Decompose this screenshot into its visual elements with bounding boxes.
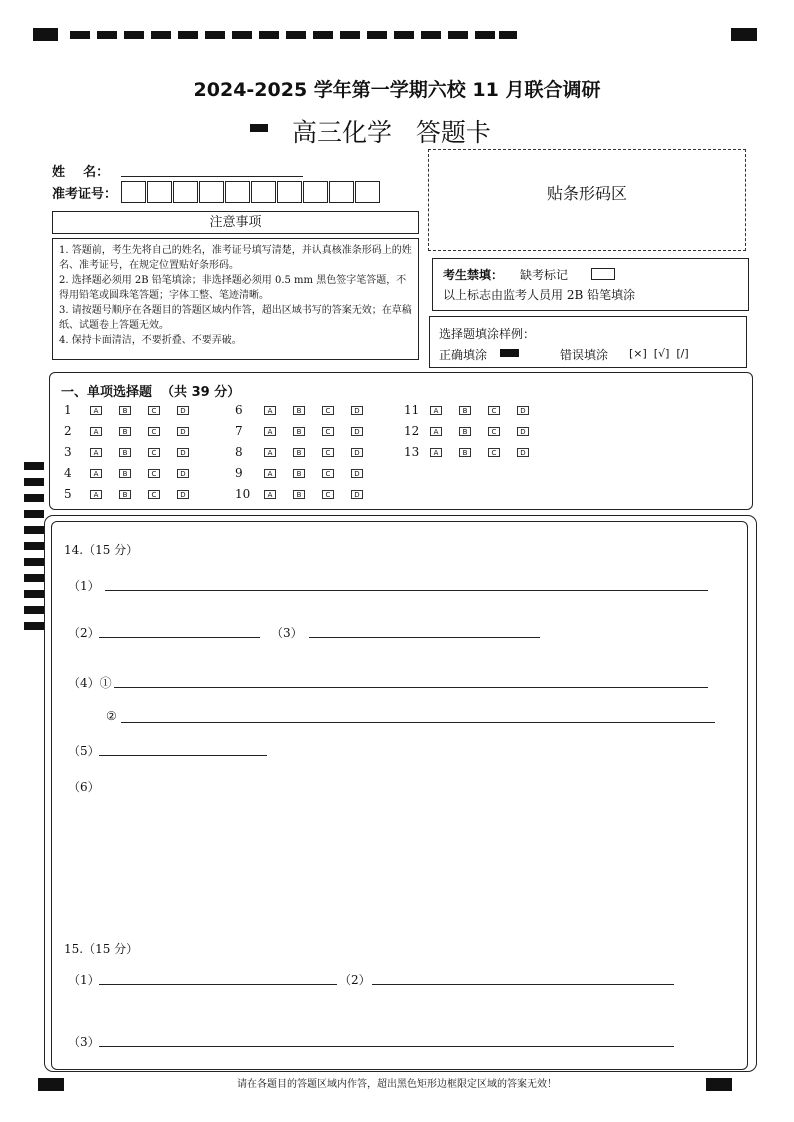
mcq-option-c-bubble[interactable]: C [148, 406, 160, 415]
barcode-area [428, 149, 746, 251]
mcq-option-a-bubble[interactable]: A [90, 448, 102, 457]
q14-part4a-line[interactable] [114, 687, 708, 688]
mcq-question-number: 12 [404, 424, 420, 438]
notice-item: 2. 选择题必须用 2B 铅笔填涂；非选择题必须用 0.5 mm 黑色签字笔答题，不得用铅笔或圆珠笔答题；字体工整、笔迹清晰。 [59, 275, 407, 301]
q15-part2-line[interactable] [372, 984, 674, 985]
mcq-option-d-bubble[interactable]: D [177, 406, 189, 415]
mcq-option-d-bubble[interactable]: D [351, 490, 363, 499]
mcq-option-b-bubble[interactable]: B [293, 406, 305, 415]
mcq-option-c-bubble[interactable]: C [148, 469, 160, 478]
mcq-option-b-bubble[interactable]: B [119, 469, 131, 478]
barcode-area-label: 贴条形码区 [546, 184, 627, 203]
title-mark [250, 124, 268, 132]
mcq-question-number: 10 [235, 487, 251, 501]
mcq-option-d-bubble[interactable]: D [351, 427, 363, 436]
mcq-option-d-bubble[interactable]: D [177, 490, 189, 499]
q14-part6-answer-space[interactable] [68, 800, 708, 920]
mcq-option-c-bubble[interactable]: C [322, 490, 334, 499]
mcq-question-number: 11 [404, 403, 420, 417]
q14-part4b-label: ② [106, 709, 117, 723]
mcq-question-number: 13 [404, 445, 420, 459]
mcq-option-b-bubble[interactable]: B [119, 490, 131, 499]
q14-part3-line[interactable] [309, 637, 540, 638]
mcq-option-d-bubble[interactable]: D [351, 469, 363, 478]
q14-part1-label: （1） [68, 579, 100, 593]
mcq-option-a-bubble[interactable]: A [264, 490, 276, 499]
mcq-option-b-bubble[interactable]: B [459, 406, 471, 415]
mcq-option-a-bubble[interactable]: A [90, 406, 102, 415]
mcq-option-b-bubble[interactable]: B [119, 406, 131, 415]
notice-title: 注意事项 [209, 215, 262, 230]
mcq-option-d-bubble[interactable]: D [517, 448, 529, 457]
answer-area-inner [51, 521, 748, 1070]
mcq-option-b-bubble[interactable]: B [293, 427, 305, 436]
mcq-option-b-bubble[interactable]: B [293, 490, 305, 499]
mcq-option-c-bubble[interactable]: C [148, 427, 160, 436]
footer-warning: 请在各题目的答题区域内作答，超出黑色矩形边框限定区域的答案无效！ [237, 1079, 557, 1090]
q14-part2-line[interactable] [99, 637, 260, 638]
mcq-option-a-bubble[interactable]: A [90, 469, 102, 478]
absent-label: 考生禁填： [443, 268, 504, 282]
mcq-title: 一、单项选择题 （共 39 分） [61, 385, 241, 400]
q14-part4-label: （4）① [68, 676, 112, 690]
name-field[interactable] [121, 176, 303, 177]
absent-note: 以上标志由监考人员用 2B 铅笔填涂 [443, 288, 636, 302]
q15-part1-label: （1） [68, 973, 100, 987]
mcq-option-c-bubble[interactable]: C [322, 406, 334, 415]
q15-part2-label: （2） [339, 973, 371, 987]
mcq-option-a-bubble[interactable]: A [264, 448, 276, 457]
mcq-option-c-bubble[interactable]: C [148, 490, 160, 499]
mcq-option-d-bubble[interactable]: D [517, 406, 529, 415]
sample-wrong-marks: [×] [√] [/] [629, 347, 689, 360]
mcq-option-a-bubble[interactable]: A [430, 427, 442, 436]
mcq-option-a-bubble[interactable]: A [90, 427, 102, 436]
mcq-option-d-bubble[interactable]: D [177, 448, 189, 457]
notice-item: 1. 答题前，考生先将自己的姓名，准考证号填写清楚，并认真核准条形码上的姓名、准考证号，在规定位置贴好条形码。 [59, 245, 412, 271]
mcq-question-number: 2 [64, 424, 72, 438]
mcq-question-number: 5 [64, 487, 72, 501]
mcq-option-d-bubble[interactable]: D [517, 427, 529, 436]
q15-title: 15.（15 分） [64, 942, 139, 956]
mcq-option-a-bubble[interactable]: A [430, 406, 442, 415]
mcq-question-number: 8 [235, 445, 243, 459]
ticket-label: 准考证号： [52, 187, 118, 202]
mcq-option-b-bubble[interactable]: B [459, 427, 471, 436]
mcq-option-b-bubble[interactable]: B [293, 469, 305, 478]
q14-title: 14.（15 分） [64, 543, 139, 557]
q14-part2-label: （2） [68, 626, 100, 640]
sample-correct-label: 正确填涂 [439, 348, 488, 362]
q14-part3-label: （3） [271, 626, 303, 640]
sample-title: 选择题填涂样例： [439, 327, 536, 341]
sample-box [429, 316, 747, 368]
notice-item: 4. 保持卡面清洁，不要折叠、不要弄破。 [59, 335, 242, 346]
mcq-question-number: 3 [64, 445, 72, 459]
mcq-option-d-bubble[interactable]: D [351, 406, 363, 415]
mcq-option-c-bubble[interactable]: C [322, 469, 334, 478]
mcq-option-b-bubble[interactable]: B [459, 448, 471, 457]
name-label: 姓 名： [52, 165, 110, 180]
mcq-option-c-bubble[interactable]: C [488, 427, 500, 436]
mcq-question-number: 9 [235, 466, 243, 480]
mcq-question-number: 4 [64, 466, 72, 480]
mcq-option-a-bubble[interactable]: A [430, 448, 442, 457]
notice-box [52, 238, 419, 360]
mcq-question-number: 1 [64, 403, 72, 417]
q14-part6-label: （6） [68, 780, 100, 794]
sample-wrong-label: 错误填涂 [560, 348, 609, 362]
mcq-option-a-bubble[interactable]: A [264, 469, 276, 478]
mcq-option-d-bubble[interactable]: D [177, 469, 189, 478]
exam-title: 2024-2025 学年第一学期六校 11 月联合调研 [193, 79, 601, 101]
mcq-option-b-bubble[interactable]: B [119, 427, 131, 436]
absent-box [432, 258, 749, 311]
q15-part1-line[interactable] [99, 984, 337, 985]
absent-mark-label: 缺考标记 [520, 268, 569, 282]
absent-mark-box[interactable] [591, 268, 615, 280]
mcq-option-c-bubble[interactable]: C [488, 448, 500, 457]
mcq-option-b-bubble[interactable]: B [119, 448, 131, 457]
mcq-option-c-bubble[interactable]: C [488, 406, 500, 415]
sample-filled-mark [500, 349, 519, 357]
mcq-question-number: 6 [235, 403, 243, 417]
mcq-option-c-bubble[interactable]: C [322, 427, 334, 436]
q14-part1-line[interactable] [105, 590, 708, 591]
mcq-option-c-bubble[interactable]: C [322, 448, 334, 457]
q14-part5-line[interactable] [99, 755, 267, 756]
q15-part3-line[interactable] [99, 1046, 674, 1047]
mcq-option-d-bubble[interactable]: D [177, 427, 189, 436]
q15-part3-label: （3） [68, 1035, 100, 1049]
notice-title-box [52, 211, 419, 234]
mcq-option-a-bubble[interactable]: A [264, 427, 276, 436]
mcq-question-number: 7 [235, 424, 243, 438]
notice-item: 3. 请按题号顺序在各题目的答题区域内作答，超出区域书写的答案无效；在草稿纸、试题卷上答题无效。 [59, 305, 412, 331]
mcq-option-c-bubble[interactable]: C [148, 448, 160, 457]
q14-part4b-line[interactable] [121, 722, 715, 723]
q14-part5-label: （5） [68, 744, 100, 758]
card-subtitle: 高三化学 答题卡 [292, 118, 491, 147]
mcq-option-a-bubble[interactable]: A [90, 490, 102, 499]
mcq-option-a-bubble[interactable]: A [264, 406, 276, 415]
mcq-option-d-bubble[interactable]: D [351, 448, 363, 457]
mcq-option-b-bubble[interactable]: B [293, 448, 305, 457]
